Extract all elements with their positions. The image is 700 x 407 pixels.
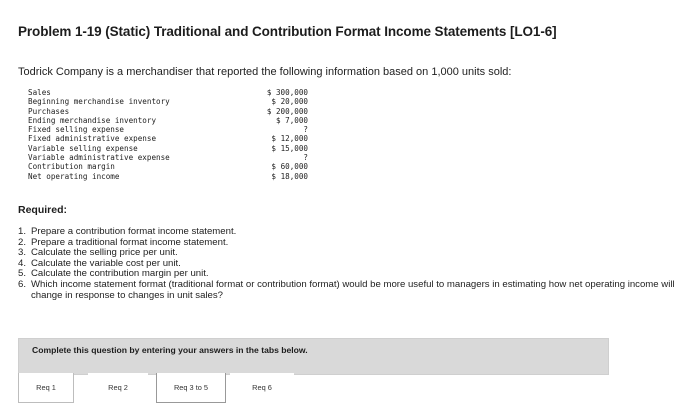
data-value: $ 15,000 [271,143,308,153]
required-heading: Required: [18,204,68,216]
data-label: Sales [28,88,51,97]
data-label: Beginning merchandise inventory [28,97,170,107]
problem-intro: Todrick Company is a merchandiser that reported the following information based on 1,000 units sold: [18,66,512,78]
data-table [28,88,308,181]
data-row-fixed-administrative [28,134,308,143]
data-label: Ending merchandise inventory [28,115,157,125]
data-label: Contribution margin [28,162,115,172]
data-row-variable-selling [28,144,308,153]
data-value: $ 300,000 [266,88,308,97]
item-number: 1. [18,226,27,237]
data-row-ending-inventory [28,116,308,125]
data-row-contribution-margin [28,162,308,171]
data-value: ? [303,153,308,163]
data-value: $ 7,000 [275,115,308,125]
item-number: 4. [18,257,27,269]
data-row-variable-administrative [28,153,308,162]
data-row-beginning-inventory [28,97,308,106]
item-text: Prepare a traditional format income statement. [31,236,229,248]
item-number: 2. [18,236,27,248]
tab-req-2[interactable]: Req 2 [88,373,148,403]
data-label: Fixed selling expense [28,125,125,135]
item-number: 6. [18,278,27,290]
tab-req-1[interactable]: Req 1 [18,373,74,403]
data-label: Fixed administrative expense [28,134,157,144]
requirements-list [18,227,678,301]
list-item [18,227,678,238]
data-value: $ 18,000 [271,171,308,181]
tab-req-3-to-5[interactable]: Req 3 to 5 [156,373,226,403]
instruction-text: Complete this question by entering your answers in the tabs below. [32,345,308,355]
item-number: 3. [18,247,27,259]
data-row-purchases [28,107,308,116]
instruction-banner [18,338,609,375]
data-value: ? [303,125,308,135]
data-label: Variable selling expense [28,143,138,153]
data-row-net-operating-income [28,172,308,181]
list-item [18,280,678,301]
data-value: $ 12,000 [271,134,308,144]
data-label: Variable administrative expense [28,153,170,163]
item-number: 5. [18,268,27,280]
data-label: Purchases [28,106,70,116]
tab-req-6[interactable]: Req 6 [230,373,294,403]
data-value: $ 200,000 [266,106,308,116]
data-value: $ 20,000 [271,97,308,107]
data-row-sales [28,88,308,97]
item-text: Calculate the selling price per unit. [31,247,178,259]
data-value: $ 60,000 [271,162,308,172]
item-text: Prepare a contribution format income statement. [31,226,237,237]
data-row-fixed-selling [28,125,308,134]
item-text: Which income statement format (traditional format or contribution format) would be more useful to managers in estimating how net operating income will change in response to changes in unit sales? [31,278,675,301]
problem-title: Problem 1-19 (Static) Traditional and Contribution Format Income Statements [LO1-6] [18,24,557,39]
item-text: Calculate the variable cost per unit. [31,257,181,269]
data-label: Net operating income [28,171,120,181]
item-text: Calculate the contribution margin per unit. [31,268,209,280]
